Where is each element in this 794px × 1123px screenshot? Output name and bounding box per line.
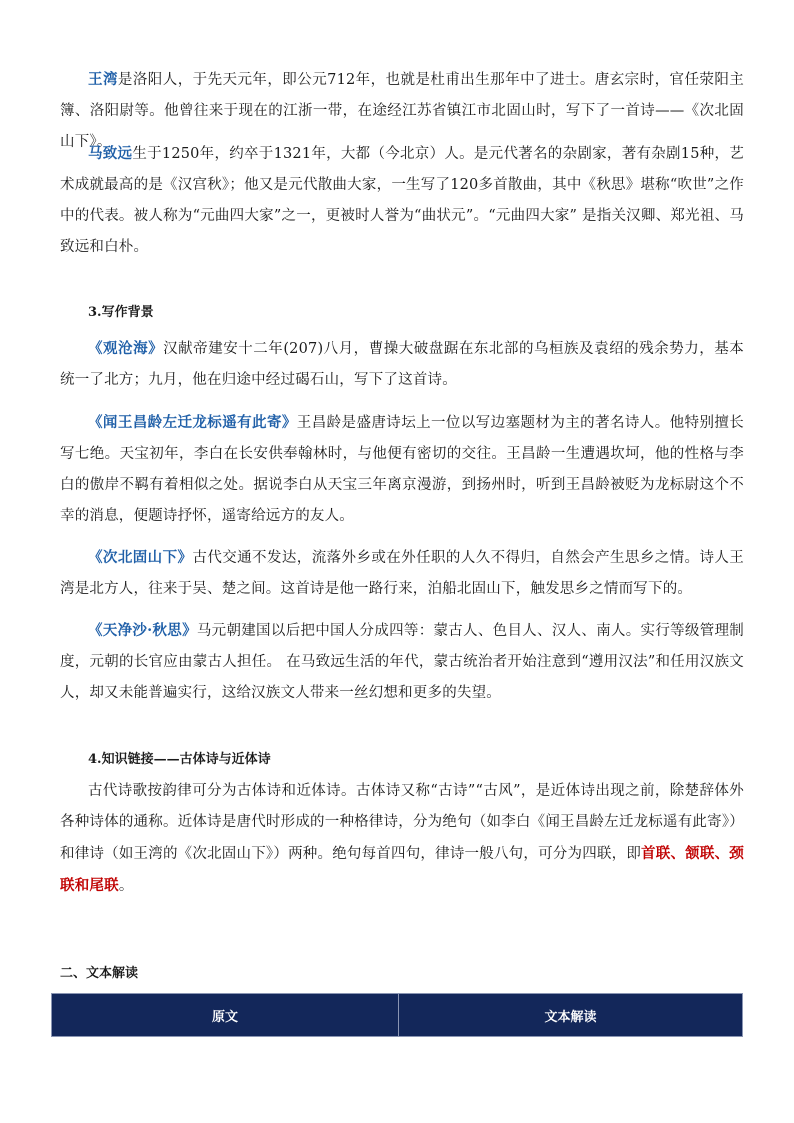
background-item (60, 407, 744, 532)
knowledge-text: 古代诗歌按韵律可分为古体诗和近体诗。古体诗又称“古诗”“古风”，是近体诗出现之前，除楚辞体外各种诗体的通称。近体诗是唐代时形成的一种格律诗，分为绝句（如李白《闻王昌龄左迁龙标遥有此寄》）和律诗（如王湾的《次北固山下》）两种。绝句每首四句，律诗一般八句，可分为四联，即 (60, 783, 744, 862)
table-header-row (52, 994, 743, 1037)
text-reading-table (51, 993, 743, 1037)
table-header-interpretation: 文本解读 (399, 994, 743, 1037)
poet-bio-text: 是洛阳人，于先天元年，即公元712年，也就是杜甫出生那年中了进士。唐玄宗时，官任荥阳主簿、洛阳尉等。他曾往来于现在的江浙一带，在途经江苏省镇江市北固山时，写下了一首诗——《次北固山下》。 (60, 72, 744, 150)
background-item (60, 615, 744, 709)
section-heading-knowledge: 4.知识链接——古体诗与近体诗 (88, 752, 271, 767)
section-heading-text-reading: 二、文本解读 (60, 966, 139, 981)
section-heading-background: 3.写作背景 (88, 305, 154, 320)
background-item (60, 542, 744, 605)
knowledge-paragraph (60, 776, 744, 902)
poet-bio-mazhiyuan (60, 138, 744, 263)
poet-bio-text: 生于1250年，约卒于1321年，大都（今北京）人。是元代著名的杂剧家，著有杂剧15种，艺术成就最高的是《汉宫秋》；他又是元代散曲大家，一生写了120多首散曲，其中《秋思》堪称“吹世”之作中的代表。被人称为“元曲四大家”之一，更被时人誉为“曲状元”。“元曲四大家” 是指关汉卿、郑光祖、马致远和白朴。 (60, 146, 744, 255)
poet-name-mazhiyuan: 马致远 (88, 145, 133, 162)
knowledge-highlight: 首联、颔联、颈联和尾联 (60, 845, 744, 894)
background-text: 古代交通不发达，流落外乡或在外任职的人久不得归，自然会产生思乡之情。诗人王湾是北方人，往来于吴、楚之间。这首诗是他一路行来，泊船北固山下，触发思乡之情而写下的。 (60, 550, 744, 597)
poem-title: 《天净沙·秋思》 (88, 622, 197, 639)
table-header-original: 原文 (52, 994, 399, 1037)
background-text: 汉献帝建安十二年(207)八月，曹操大破盘踞在东北部的乌桓族及袁绍的残余势力，基本统一了北方；九月，他在归途中经过碣石山，写下了这首诗。 (60, 341, 745, 388)
poem-title: 《观沧海》 (88, 340, 164, 357)
background-item (60, 333, 744, 396)
background-text: 马元朝建国以后把中国人分成四等：蒙古人、色目人、汉人、南人。实行等级管理制度，元朝的长官应由蒙古人担任。 在马致远生活的年代，蒙古统治者开始注意到“遵用汉法”和任用汉族文人，却又未能普遍实行，这给汉族文人带来一丝幻想和更多的失望。 (60, 623, 744, 701)
background-text: 王昌龄是盛唐诗坛上一位以写边塞题材为主的著名诗人。他特别擅长写七绝。天宝初年，李白在长安供奉翰林时，与他便有密切的交往。王昌龄一生遭遇坎坷，他的性格与李白的傲岸不羁有着相似之处。据说李白从天宝三年离京漫游，到扬州时，听到王昌龄被贬为龙标尉这个不幸的消息，便题诗抒怀，遥寄给远方的友人。 (60, 415, 744, 524)
poem-title: 《闻王昌龄左迁龙标遥有此寄》 (88, 414, 297, 431)
poet-name-wangwan: 王湾 (88, 71, 118, 88)
knowledge-end: 。 (118, 878, 134, 894)
poem-title: 《次北固山下》 (88, 549, 193, 566)
